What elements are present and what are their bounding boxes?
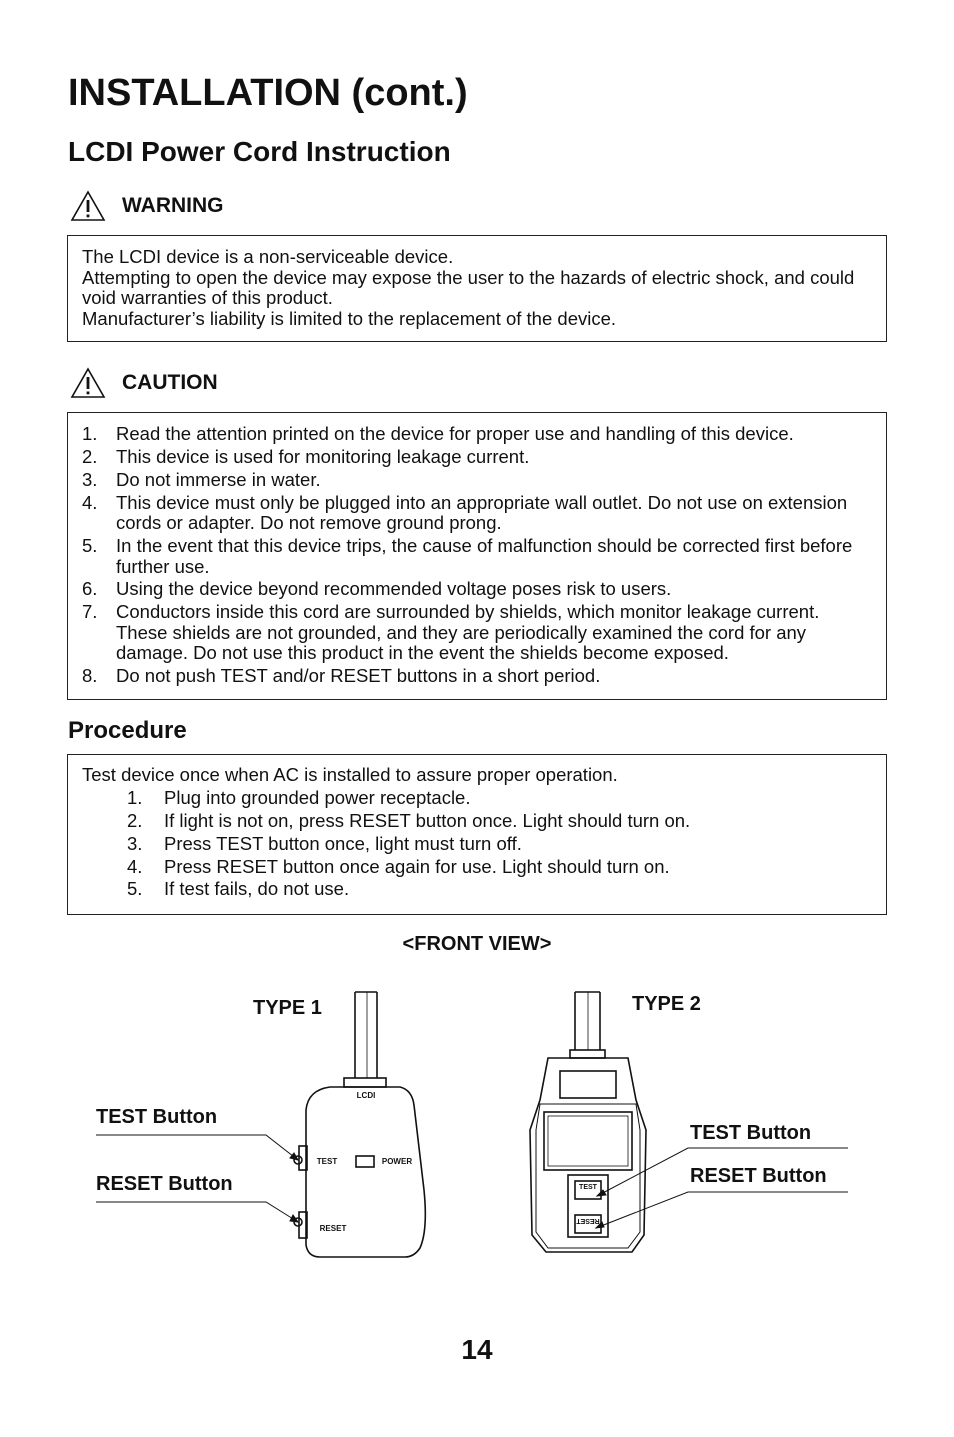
page-title: INSTALLATION (cont.) bbox=[68, 72, 468, 114]
type2-reset-label: RESET Button bbox=[690, 1165, 827, 1187]
list-number: 2. bbox=[127, 809, 143, 831]
list-text: Press TEST button once, light must turn off. bbox=[164, 832, 522, 854]
caution-heading-label: CAUTION bbox=[122, 371, 218, 394]
warning-line: The LCDI device is a non-serviceable device. bbox=[82, 246, 454, 267]
list-text: In the event that this device trips, the cause of malfunction should be corrected first before further use. bbox=[116, 535, 853, 577]
type1-label: TYPE 1 bbox=[253, 997, 322, 1019]
list-number: 4. bbox=[127, 855, 143, 877]
type1-brand-text: LCDI bbox=[356, 1091, 376, 1100]
list-number: 3. bbox=[127, 832, 143, 854]
list-text: Do not immerse in water. bbox=[116, 468, 321, 490]
list-number: 3. bbox=[82, 468, 98, 490]
list-number: 1. bbox=[82, 423, 98, 444]
list-text: Do not push TEST and/or RESET buttons in a short period. bbox=[116, 665, 601, 687]
list-text: Using the device beyond recommended voltage poses risk to users. bbox=[116, 578, 672, 600]
type2-test-label: TEST Button bbox=[690, 1122, 812, 1144]
list-text: This device is used for monitoring leakage current. bbox=[116, 445, 530, 467]
type1-device-reset-text: RESET bbox=[319, 1224, 347, 1233]
list-number: 5. bbox=[127, 878, 143, 900]
list-text: Plug into grounded power receptacle. bbox=[164, 786, 471, 808]
list-number: 7. bbox=[82, 601, 98, 623]
list-number: 2. bbox=[82, 445, 98, 467]
list-text: Read the attention printed on the device for proper use and handling of this device. bbox=[116, 423, 794, 444]
front-view-caption: <FRONT VIEW> bbox=[402, 933, 552, 955]
type2-leader-lines bbox=[596, 1148, 848, 1228]
warning-line: Attempting to open the device may expose the user to the hazards of electric shock, and could void warranties of this product. bbox=[82, 266, 855, 308]
warning-line: Manufacturer’s liability is limited to the replacement of the device. bbox=[82, 307, 617, 329]
type1-leader-lines bbox=[96, 1135, 298, 1222]
list-number: 8. bbox=[82, 665, 98, 687]
procedure-intro: Test device once when AC is installed to assure proper operation. bbox=[82, 764, 618, 785]
procedure-heading: Procedure bbox=[68, 717, 187, 744]
type1-reset-label: RESET Button bbox=[96, 1173, 233, 1195]
list-text: If light is not on, press RESET button once. Light should turn on. bbox=[164, 809, 691, 831]
list-text: Conductors inside this cord are surrounded by shields, which monitor leakage current. These shields are not grounded, and they are periodically examined the cord for any damage. Do not use this product in the event the shields become exposed. bbox=[116, 601, 820, 664]
type1-device-test-text: TEST bbox=[316, 1157, 338, 1166]
type1-device-power-text: POWER bbox=[381, 1157, 413, 1166]
list-number: 6. bbox=[82, 578, 98, 600]
list-number: 1. bbox=[127, 786, 143, 808]
list-text: Press RESET button once again for use. Light should turn on. bbox=[164, 855, 670, 877]
type2-device bbox=[530, 992, 646, 1252]
type1-test-label: TEST Button bbox=[96, 1106, 218, 1128]
section-title: LCDI Power Cord Instruction bbox=[68, 136, 451, 167]
type2-device-test-text: TEST bbox=[579, 1184, 597, 1191]
type2-device-reset-text: RESET bbox=[576, 1217, 600, 1224]
list-number: 4. bbox=[82, 491, 98, 513]
type2-label: TYPE 2 bbox=[632, 993, 701, 1015]
page-number: 14 bbox=[461, 1334, 493, 1365]
type1-device bbox=[294, 992, 425, 1257]
list-text: This device must only be plugged into an appropriate wall outlet. Do not use on extension cords or adapter. Do not remove ground prong. bbox=[116, 491, 848, 534]
warning-heading-label: WARNING bbox=[122, 194, 224, 217]
list-text: If test fails, do not use. bbox=[164, 878, 350, 900]
list-number: 5. bbox=[82, 535, 98, 557]
